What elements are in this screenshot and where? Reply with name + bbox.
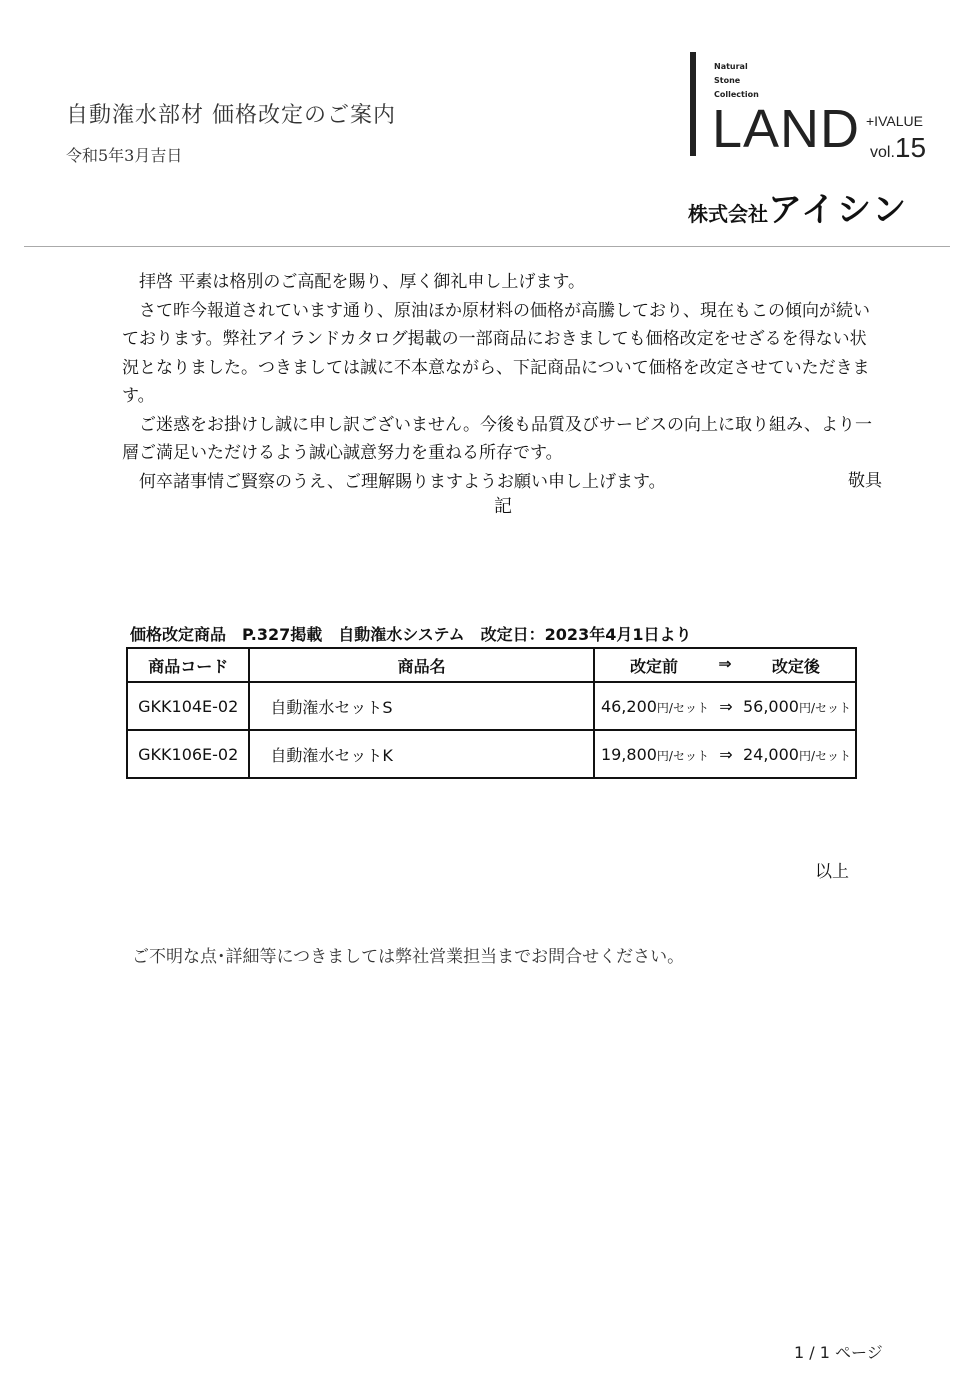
price-after: 56,000 — [742, 696, 799, 716]
header-after: 改定後 — [771, 656, 820, 676]
price-table — [126, 647, 857, 779]
arrow-icon: ⇒ — [719, 744, 733, 764]
letter-body — [122, 268, 882, 496]
logo-natural: Natural — [714, 62, 748, 71]
logo-bar — [690, 52, 696, 156]
header-arrow: ⇒ — [718, 653, 732, 673]
price-unit: 円/セット — [798, 700, 851, 715]
company-prefix: 株式会社 — [688, 202, 768, 226]
header-code: 商品コード — [127, 648, 249, 682]
letter-paragraph: ご迷惑をお掛けし誠に申し訳ございません。今後も品質及びサービスの向上に取り組み、より一層ご満足いただけるよう誠心誠意努力を重ねる所存です。 — [122, 414, 873, 463]
letter-paragraph: 拝啓 平素は格別のご高配を賜り、厚く御礼申し上げます。 — [139, 272, 586, 292]
price-unit: 円/セット — [798, 748, 851, 763]
table-row — [127, 730, 856, 778]
table-header-row — [127, 648, 856, 682]
closing-ijou: 以上 — [815, 862, 849, 882]
row-price — [594, 682, 856, 730]
table-caption: 価格改定商品 P.327掲載 自動潅水システム 改定日：2023年4月1日より — [130, 625, 692, 644]
letter-paragraph: 何卒諸事情ご賢察のうえ、ご理解賜りますようお願い申し上げます。 — [139, 471, 666, 492]
price-unit: 円/セット — [656, 748, 709, 763]
logo-vol-number: 15 — [894, 132, 927, 163]
table-row — [127, 682, 856, 730]
header-name: 商品名 — [249, 648, 594, 682]
page-indicator: 1 / 1 ページ — [794, 1343, 883, 1362]
ki-heading: 記 — [494, 496, 512, 517]
logo-value: +IVALUE — [866, 113, 923, 129]
row-name: 自動潅水セットS — [249, 682, 594, 730]
letter-paragraph: さて昨今報道されています通り、原油ほか原材料の価格が高騰しており、現在もこの傾向が続いております。弊社アイランドカタログ掲載の一部商品におきましても価格改定をせざるを得ない状況となりました。つきましては誠に不本意ながら、下記商品について価格を改定させていただきます。 — [122, 300, 870, 406]
row-price — [594, 730, 856, 778]
page-title: 自動潅水部材 価格改定のご案内 — [66, 103, 396, 128]
company-name: アイシン — [768, 190, 909, 230]
logo-vol-prefix: vol. — [870, 144, 895, 161]
price-before: 46,200 — [600, 696, 657, 716]
company-logo — [688, 182, 908, 231]
contact-note: ご不明な点･詳細等につきましては弊社営業担当までお問合せください。 — [132, 947, 685, 967]
price-after: 24,000 — [742, 744, 799, 764]
arrow-icon: ⇒ — [719, 696, 733, 716]
issue-date: 令和5年3月吉日 — [66, 146, 183, 165]
header-price — [594, 648, 856, 682]
header-before: 改定前 — [630, 656, 679, 676]
price-before: 19,800 — [600, 744, 657, 764]
row-code: GKK104E-02 — [127, 682, 249, 730]
logo-land: LAND — [712, 99, 861, 159]
logo-stone: Stone — [714, 76, 741, 85]
header-divider — [24, 246, 950, 247]
logo-vol — [870, 132, 926, 164]
closing-keigu: 敬具 — [848, 471, 882, 491]
row-name: 自動潅水セットK — [249, 730, 594, 778]
row-code: GKK106E-02 — [127, 730, 249, 778]
logo-collection: Collection — [714, 90, 759, 99]
price-unit: 円/セット — [656, 700, 709, 715]
